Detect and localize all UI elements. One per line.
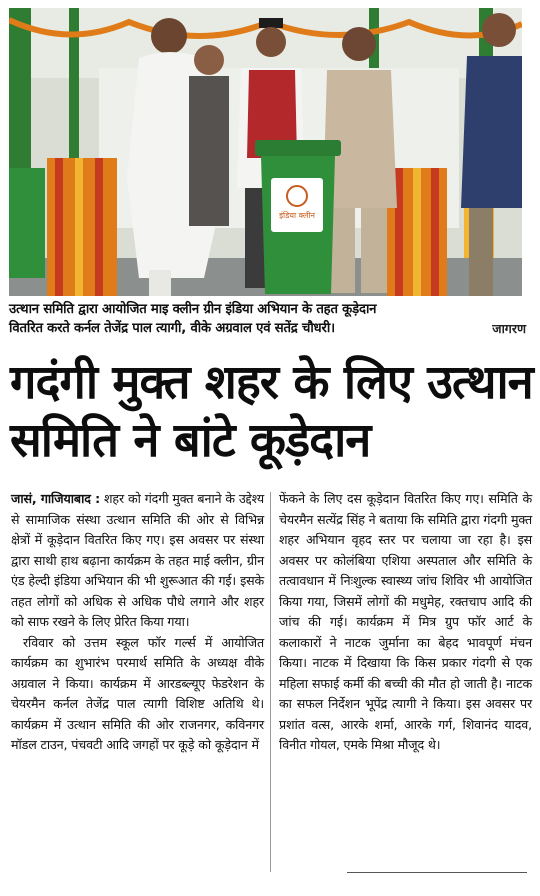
article-paragraph xyxy=(11,489,264,633)
bottom-rule xyxy=(347,872,527,873)
news-photo xyxy=(9,8,522,296)
article-paragraph: फेंकने के लिए दस कूड़ेदान वितरित किए गए। समिति के चेयरमैन सत्येंद्र सिंह ने बताया कि समिति द्वारा गंदगी मुक्त शहर अभियान वृहद स्तर पर चलाया जा रहा है। इस अवसर पर कोलंबिया एशिया अस्पताल और समिति के तत्वावधान में निःशुल्क स्वास्थ्य जांच शिविर भी आयोजित किया गया, जिसमें लोगों की मधुमेह, रक्तचाप आदि की जांच की गई। कार्यक्रम में मित्र ग्रुप फॉर आर्ट के कलाकारों ने नाटक जुर्माना का बेहद भावपूर्ण मंचन किया। नाटक में दिखाया कि किस प्रकार गंदगी से एक महिला सफाई कर्मी की बच्ची की मौत हो जाती है। नाटक का सफल निर्देशन भूपेंद्र त्यागी ने किया। इस अवसर पर प्रशांत वत्स, आरके शर्मा, आरके गर्ग, शिवानंद यादव, विनीत गोयल, एमके मिश्रा मौजूद थे। xyxy=(279,491,532,752)
caption-line-2: वितरित करते कर्नल तेजेंद्र पाल त्यागी, वीके अग्रवाल एवं सतेंद्र चौधरी। xyxy=(9,321,335,336)
article-text: शहर को गंदगी मुक्त बनाने के उद्देश्य से सामाजिक संस्था उत्थान समिति की ओर से विभिन्न क्षेत्रों में कूड़ेदान वितरित किए गए। इस अवसर पर संस्था द्वारा साथी हाथ बढ़ाना कार्यक्रम के तहत माई क्लीन, ग्रीन एंड हेल्दी इंडिया अभियान की भी शुरूआत की गई। इसके तहत लोगों को अधिक से अधिक पौधे लगाने और शहर को साफ रखने के लिए प्रेरित किया गया। xyxy=(11,491,264,629)
photo-credit: जागरण xyxy=(492,321,526,336)
column-divider xyxy=(270,492,271,872)
article-paragraph: रविवार को उत्तम स्कूल फॉर गर्ल्स में आयोजित कार्यक्रम का शुभारंभ परमार्थ समिति के अध्यक्ष वीके अग्रवाल ने किया। कार्यक्रम में आरडब्ल्यूए फेडरेशन के चेयरमैन कर्नल तेजेंद्र पाल त्यागी विशिष्ट अतिथि थे। कार्यक्रम में उत्थान समिति की ओर राजनगर, कविनगर मॉडल टाउन, पंचवटी आदि जगहों पर कूड़े को कूड़ेदान में xyxy=(11,634,264,752)
article-column-left xyxy=(11,489,264,756)
dateline: जासं, गाजियाबाद : xyxy=(11,491,101,506)
headline-line-1: गदंगी मुक्त शहर के लिए उत्थान xyxy=(10,355,533,410)
headline-line-2: समिति ने बांटे कूड़ेदान xyxy=(10,413,371,468)
photo-caption xyxy=(9,300,524,338)
marigold-pillar-left xyxy=(47,158,117,296)
headline xyxy=(10,354,533,470)
green-dustbin xyxy=(255,140,341,294)
article-column-right xyxy=(279,489,532,756)
event-photo-illustration xyxy=(9,8,522,296)
caption-line-1: उत्थान समिति द्वारा आयोजित माइ क्लीन ग्रीन इंडिया अभियान के तहत कूड़ेदान xyxy=(9,302,377,317)
bin-left xyxy=(9,168,45,278)
dustbin-label: इंडिया क्लीन xyxy=(279,211,315,220)
